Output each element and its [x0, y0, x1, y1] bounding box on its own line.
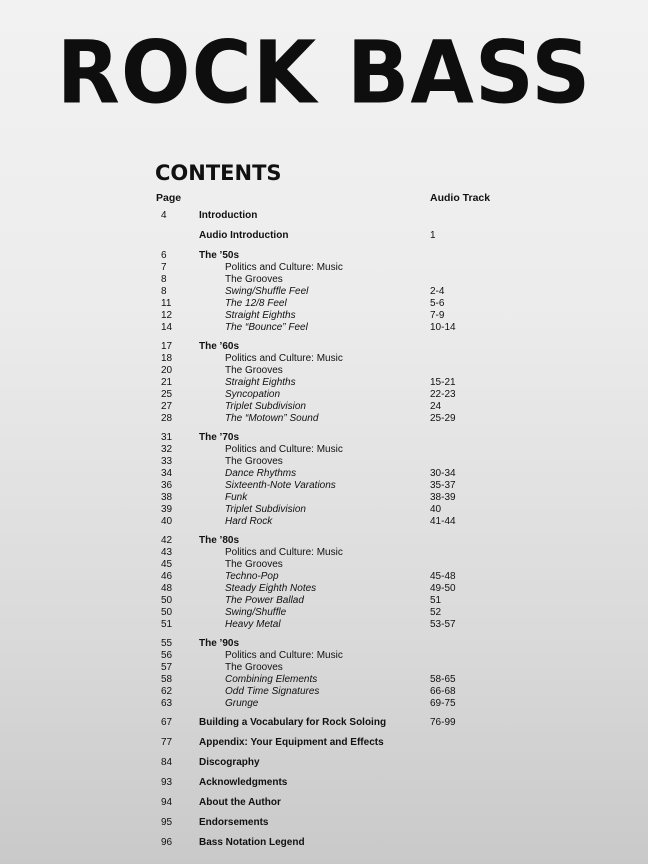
- toc-page-number: 11: [161, 298, 172, 309]
- toc-audio-track: 25-29: [430, 413, 456, 424]
- toc-entry: [0, 286, 648, 298]
- toc-page-number: 57: [161, 662, 173, 673]
- toc-entry: [0, 516, 648, 528]
- toc-entry: [0, 468, 648, 480]
- toc-audio-track: 52: [430, 607, 442, 618]
- toc-entry-title: Acknowledgments: [199, 777, 288, 788]
- toc-entry-title: Politics and Culture: Music: [225, 547, 343, 558]
- toc-audio-track: 58-65: [430, 674, 456, 685]
- toc-entry-title: Politics and Culture: Music: [225, 353, 343, 364]
- toc-page-number: 40: [161, 516, 173, 527]
- toc-entry-title: Audio Introduction: [199, 230, 289, 241]
- toc-page-number: 34: [161, 468, 173, 479]
- toc-audio-track: 1: [430, 230, 436, 241]
- toc-entry-title: The Power Ballad: [225, 595, 304, 606]
- toc-audio-track: 45-48: [430, 571, 456, 582]
- toc-audio-track: 40: [430, 504, 442, 515]
- toc-page-number: 17: [161, 341, 173, 352]
- toc-page-number: 38: [161, 492, 173, 503]
- toc-audio-track: 38-39: [430, 492, 456, 503]
- toc-page-number: 43: [161, 547, 173, 558]
- toc-entry-title: Syncopation: [225, 389, 281, 400]
- toc-entry: [0, 571, 648, 583]
- book-title: ROCK BASS: [56, 23, 592, 124]
- toc-entry-title: The Grooves: [225, 559, 283, 570]
- toc-entry: [0, 444, 648, 456]
- toc-page-number: 36: [161, 480, 173, 491]
- toc-page-number: 14: [161, 322, 173, 333]
- toc-entry: [0, 595, 648, 607]
- toc-entry-title: Odd Time Signatures: [225, 686, 320, 697]
- toc-entry-title: The ’50s: [199, 250, 240, 261]
- toc-page-number: 8: [161, 286, 167, 297]
- toc-entry: [0, 737, 648, 749]
- row-spacer: [0, 334, 648, 341]
- toc-entry: [0, 535, 648, 547]
- toc-entry: [0, 210, 648, 222]
- toc-entry-title: Swing/Shuffle: [225, 607, 287, 618]
- toc-page-number: 55: [161, 638, 173, 649]
- toc-page-number: 67: [161, 717, 173, 728]
- row-spacer: [0, 829, 648, 837]
- toc-page-number: 42: [161, 535, 173, 546]
- toc-entry-title: Discography: [199, 757, 260, 768]
- toc-entry: [0, 230, 648, 242]
- toc-entry: [0, 274, 648, 286]
- toc-entry-title: Combining Elements: [225, 674, 318, 685]
- toc-entry: [0, 389, 648, 401]
- toc-page-number: 48: [161, 583, 173, 594]
- toc-entry: [0, 619, 648, 631]
- toc-entry: [0, 377, 648, 389]
- page-column-header: Page: [156, 192, 182, 204]
- toc-page-number: 21: [161, 377, 173, 388]
- toc-page-number: 96: [161, 837, 173, 848]
- toc-entry-title: Funk: [225, 492, 248, 503]
- toc-entry-title: Bass Notation Legend: [199, 837, 305, 848]
- contents-heading: CONTENTS: [155, 161, 282, 185]
- toc-page-number: 33: [161, 456, 173, 467]
- toc-entry: [0, 650, 648, 662]
- toc-page-number: 4: [161, 210, 167, 221]
- toc-entry-title: Politics and Culture: Music: [225, 262, 343, 273]
- toc-entry-title: Techno-Pop: [225, 571, 279, 582]
- audio-track-column-header: Audio Track: [430, 192, 491, 204]
- toc-entry-title: Sixteenth-Note Varations: [225, 480, 336, 491]
- toc-page-number: 62: [161, 686, 173, 697]
- toc-page-number: 45: [161, 559, 173, 570]
- toc-entry-title: Endorsements: [199, 817, 269, 828]
- row-spacer: [0, 789, 648, 797]
- toc-audio-track: 51: [430, 595, 442, 606]
- toc-page-number: 50: [161, 607, 173, 618]
- toc-audio-track: 7-9: [430, 310, 445, 321]
- toc-entry: [0, 432, 648, 444]
- toc-entry-title: The ’90s: [199, 638, 240, 649]
- row-spacer: [0, 222, 648, 230]
- toc-entry: [0, 686, 648, 698]
- toc-entry-title: The Grooves: [225, 365, 283, 376]
- toc-page-number: 6: [161, 250, 167, 261]
- toc-entry: [0, 757, 648, 769]
- toc-page-number: 51: [161, 619, 173, 630]
- toc-entry-title: Heavy Metal: [225, 619, 281, 630]
- toc-entry-title: Dance Rhythms: [225, 468, 297, 479]
- toc-audio-track: 30-34: [430, 468, 456, 479]
- toc-entry: [0, 837, 648, 849]
- toc-page-number: 28: [161, 413, 173, 424]
- toc-entry-title: The “Motown” Sound: [225, 413, 319, 424]
- toc-entry-title: Straight Eighths: [225, 310, 296, 321]
- toc-page-number: 8: [161, 274, 167, 285]
- toc-audio-track: 5-6: [430, 298, 445, 309]
- row-spacer: [0, 242, 648, 250]
- toc-entry-title: The “Bounce” Feel: [225, 322, 308, 333]
- toc-entry-title: The 12/8 Feel: [225, 298, 287, 309]
- row-spacer: [0, 710, 648, 717]
- toc-audio-track: 35-37: [430, 480, 456, 491]
- toc-entry-title: The Grooves: [225, 456, 283, 467]
- row-spacer: [0, 631, 648, 638]
- toc-entry-title: Introduction: [199, 210, 258, 221]
- toc-audio-track: 2-4: [430, 286, 445, 297]
- toc-entry: [0, 413, 648, 425]
- toc-page-number: 18: [161, 353, 173, 364]
- toc-entry: [0, 401, 648, 413]
- toc-entry: [0, 353, 648, 365]
- toc-entry-title: The Grooves: [225, 662, 283, 673]
- toc-page-number: 50: [161, 595, 173, 606]
- row-spacer: [0, 528, 648, 535]
- toc-page-number: 77: [161, 737, 173, 748]
- row-spacer: [0, 809, 648, 817]
- toc-entry: [0, 698, 648, 710]
- toc-entry: [0, 583, 648, 595]
- toc-audio-track: 41-44: [430, 516, 456, 527]
- toc-page-number: 63: [161, 698, 173, 709]
- toc-page-number: 58: [161, 674, 173, 685]
- toc-entry-title: The ’70s: [199, 432, 240, 443]
- row-spacer: [0, 729, 648, 737]
- toc-entry-title: Triplet Subdivision: [225, 401, 306, 412]
- toc-page-number: 46: [161, 571, 173, 582]
- toc-audio-track: 49-50: [430, 583, 456, 594]
- toc-entry-title: About the Author: [199, 797, 281, 808]
- toc-audio-track: 76-99: [430, 717, 456, 728]
- toc-page-number: 12: [161, 310, 173, 321]
- table-of-contents: [0, 210, 648, 849]
- toc-entry: [0, 504, 648, 516]
- toc-entry: [0, 262, 648, 274]
- toc-entry-title: The ’60s: [199, 341, 240, 352]
- toc-page-number: 94: [161, 797, 173, 808]
- toc-entry: [0, 310, 648, 322]
- toc-entry: [0, 547, 648, 559]
- toc-audio-track: 24: [430, 401, 442, 412]
- toc-audio-track: 66-68: [430, 686, 456, 697]
- toc-page-number: 56: [161, 650, 173, 661]
- toc-entry: [0, 322, 648, 334]
- toc-entry-title: Politics and Culture: Music: [225, 650, 343, 661]
- toc-audio-track: 53-57: [430, 619, 456, 630]
- toc-page-number: 95: [161, 817, 173, 828]
- row-spacer: [0, 425, 648, 432]
- toc-entry-title: Hard Rock: [225, 516, 273, 527]
- toc-entry: [0, 638, 648, 650]
- toc-page-number: 32: [161, 444, 173, 455]
- toc-page-number: 20: [161, 365, 173, 376]
- toc-entry: [0, 674, 648, 686]
- toc-entry: [0, 607, 648, 619]
- toc-entry-title: Appendix: Your Equipment and Effects: [199, 737, 384, 748]
- toc-entry-title: The ’80s: [199, 535, 240, 546]
- toc-entry: [0, 559, 648, 571]
- toc-entry: [0, 717, 648, 729]
- toc-page-number: 7: [161, 262, 167, 273]
- toc-page-number: 39: [161, 504, 173, 515]
- toc-entry-title: Straight Eighths: [225, 377, 296, 388]
- toc-audio-track: 10-14: [430, 322, 456, 333]
- toc-entry: [0, 662, 648, 674]
- toc-entry: [0, 480, 648, 492]
- toc-page-number: 25: [161, 389, 173, 400]
- toc-audio-track: 22-23: [430, 389, 456, 400]
- toc-page-number: 31: [161, 432, 173, 443]
- toc-entry: [0, 797, 648, 809]
- toc-entry: [0, 365, 648, 377]
- toc-entry-title: Triplet Subdivision: [225, 504, 306, 515]
- toc-entry: [0, 341, 648, 353]
- toc-entry: [0, 250, 648, 262]
- toc-entry-title: Steady Eighth Notes: [225, 583, 317, 594]
- toc-audio-track: 15-21: [430, 377, 456, 388]
- toc-entry: [0, 492, 648, 504]
- toc-page-number: 93: [161, 777, 173, 788]
- toc-entry-title: The Grooves: [225, 274, 283, 285]
- row-spacer: [0, 769, 648, 777]
- toc-entry: [0, 456, 648, 468]
- toc-entry-title: Politics and Culture: Music: [225, 444, 343, 455]
- toc-audio-track: 69-75: [430, 698, 456, 709]
- toc-page-number: 27: [161, 401, 173, 412]
- row-spacer: [0, 749, 648, 757]
- toc-entry-title: Building a Vocabulary for Rock Soloing: [199, 717, 387, 728]
- toc-entry: [0, 777, 648, 789]
- toc-entry: [0, 817, 648, 829]
- toc-page-number: 84: [161, 757, 173, 768]
- toc-entry-title: Swing/Shuffle Feel: [225, 286, 309, 297]
- toc-entry: [0, 298, 648, 310]
- toc-entry-title: Grunge: [225, 698, 259, 709]
